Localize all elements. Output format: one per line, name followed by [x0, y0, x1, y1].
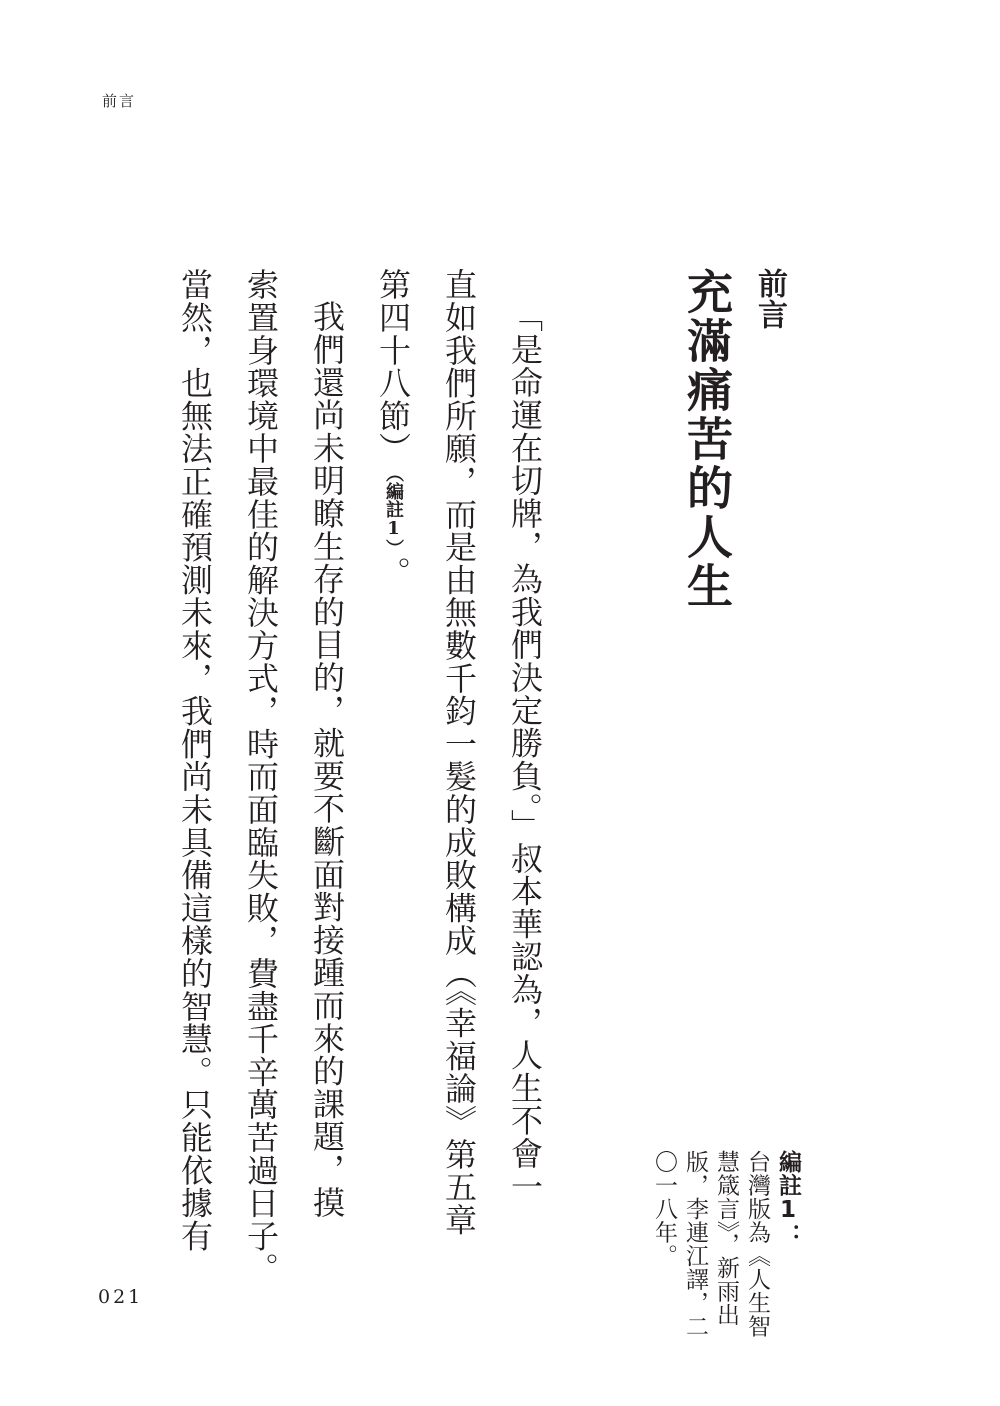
footnote-line-3: 版，李連江譯，二 [682, 1150, 708, 1338]
footnote-title: 編註1： [775, 1150, 801, 1247]
footnote-line-2: 慧箴言》，新雨出 [713, 1150, 739, 1327]
body-column-3 [374, 268, 412, 589]
body-column-1: 「是命運在切牌，為我們決定勝負。」叔本華認為，人生不會一 [506, 300, 544, 1203]
body-column-4: 我們還尚未明瞭生存的目的，就要不斷面對接踵而來的課題，摸 [308, 300, 346, 1219]
chapter-label: 前言 [752, 268, 787, 330]
editor-footnote [652, 1150, 799, 1338]
footnote-line-1: 台灣版為《人生智 [744, 1150, 770, 1338]
body-column-2: 直如我們所願，而是由無數千鈞一髮的成敗構成（《幸福論》第五章 [440, 268, 478, 1236]
page-number: 021 [98, 1286, 144, 1308]
body-column-3-text: 第四十八節） [374, 268, 412, 465]
body-column-6: 當然，也無法正確預測未來，我們尚未具備這樣的智慧。只能依據有 [176, 268, 214, 1252]
footnote-line-4: 〇一八年。 [651, 1150, 677, 1268]
editor-note-reference: （編註1） [383, 472, 404, 548]
body-column-3-end: 。 [374, 555, 412, 589]
chapter-title: 充滿痛苦的人生 [680, 268, 734, 611]
body-column-5: 索置身環境中最佳的解決方式，時而面臨失敗，費盡千辛萬苦過日子。 [242, 268, 280, 1285]
running-head: 前言 [102, 92, 137, 110]
